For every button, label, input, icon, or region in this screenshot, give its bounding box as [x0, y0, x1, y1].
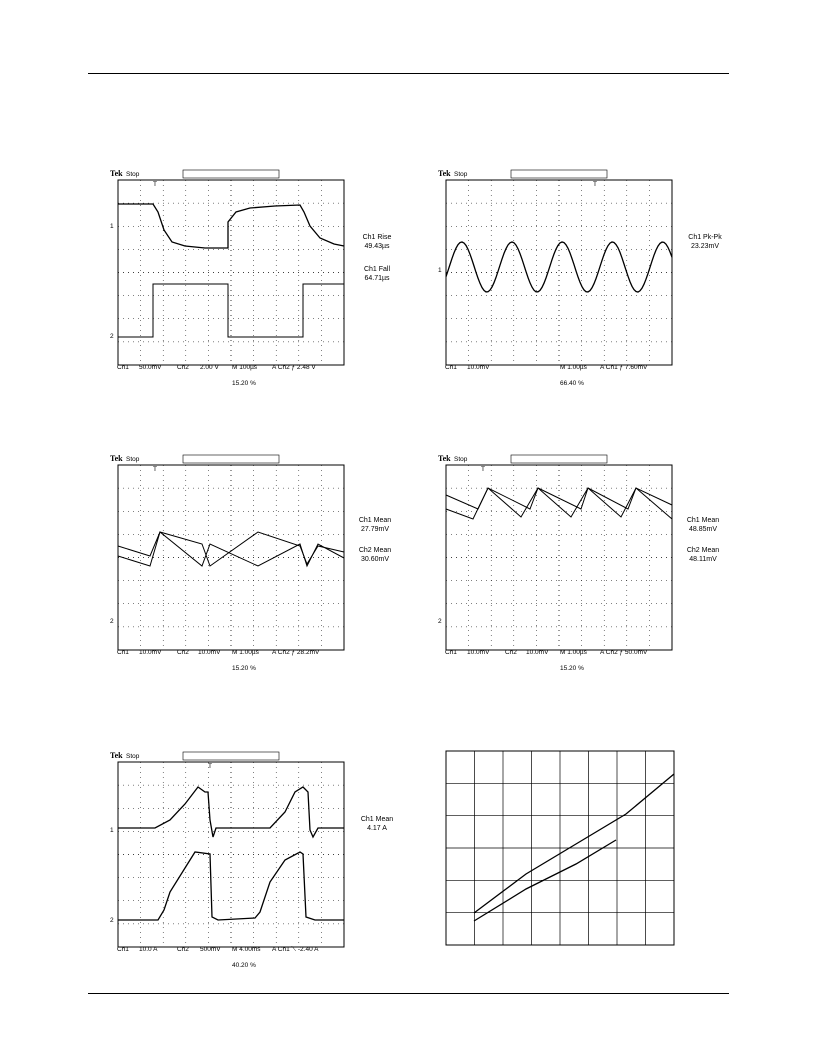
- trigger-marker: T: [593, 181, 597, 188]
- brand-label: Tek: [110, 751, 123, 760]
- state-label: Stop: [126, 753, 140, 760]
- trigger-position: 15.20 %: [560, 665, 584, 672]
- ch2-label: Ch2: [505, 649, 517, 656]
- record-window: [511, 455, 607, 463]
- ch2-label: Ch2: [177, 946, 189, 953]
- trigger-marker: T: [208, 763, 212, 770]
- graph-curve-1: [474, 774, 674, 913]
- channel-2-marker: 2: [438, 618, 442, 625]
- trigger-setting: A Ch1 ⟍ -2.40 A: [272, 946, 319, 953]
- top-rule: [88, 73, 729, 74]
- trigger-marker: T: [481, 466, 485, 473]
- measurement-value: 4.17 A: [367, 824, 387, 832]
- ch1-label: Ch1: [117, 946, 129, 953]
- scope-panel-3: [110, 445, 410, 677]
- ch2-scale: 10.0mV: [526, 649, 549, 656]
- trigger-setting: A Ch2 ƒ 50.0mV: [600, 649, 648, 656]
- measurement-label: Ch1 Mean: [358, 517, 392, 524]
- line-graph-svg: [446, 751, 676, 947]
- timebase: M 100µs: [232, 364, 258, 371]
- ch2-label: Ch2: [177, 649, 189, 656]
- channel-2-marker: 2: [110, 333, 114, 340]
- measurement-value: 30.60mV: [360, 555, 390, 563]
- ch1-label: Ch1: [445, 649, 457, 656]
- measurement-label: Ch2 Mean: [358, 547, 392, 554]
- timebase: M 1.00µs: [232, 649, 259, 656]
- measurement-label: Ch1 Rise: [362, 234, 392, 241]
- measurement-value: 23.23mV: [690, 242, 720, 250]
- brand-label: Tek: [110, 454, 123, 463]
- timebase: M 1.00µs: [560, 649, 587, 656]
- trigger-position: 15.20 %: [232, 380, 256, 387]
- measurement-1: [344, 234, 410, 251]
- measurement-2: [342, 547, 408, 564]
- brand-label: Tek: [438, 454, 451, 463]
- bottom-rule: [88, 993, 729, 994]
- measurement-label: Ch1 Pk-Pk: [688, 234, 722, 241]
- measurement-value: 64.71µs: [364, 274, 390, 282]
- channel-2-marker: 2: [110, 618, 114, 625]
- trigger-position: 40.20 %: [232, 962, 256, 969]
- channel-1-marker: 1: [110, 223, 114, 230]
- trigger-position: 66.40 %: [560, 380, 584, 387]
- line-graph: [446, 751, 676, 947]
- scope-2-svg: [438, 160, 738, 392]
- measurement-label: Ch1 Mean: [360, 816, 394, 823]
- measurement-1: [342, 517, 408, 534]
- measurement-2: [670, 547, 736, 564]
- ch2-label: Ch2: [177, 364, 189, 371]
- scope-panel-5: [110, 742, 410, 974]
- ch1-label: Ch1: [445, 364, 457, 371]
- scope-panel-2: [438, 160, 738, 392]
- state-label: Stop: [126, 171, 140, 178]
- ch2-scale: 10.0mV: [198, 649, 221, 656]
- measurement-label: Ch1 Fall: [363, 266, 391, 273]
- brand-label: Tek: [438, 169, 451, 178]
- record-window: [183, 752, 279, 760]
- channel-1-marker: 1: [110, 827, 114, 834]
- measurement-label: Ch2 Mean: [686, 547, 720, 554]
- ch2-scale: 500mV: [200, 946, 221, 953]
- ch1-scale: 10.0mV: [139, 649, 162, 656]
- graph-grid: [446, 751, 674, 945]
- measurement-value: 49.43µs: [364, 242, 390, 250]
- measurement-value: 48.11mV: [689, 555, 717, 563]
- measurement-1: [672, 234, 738, 251]
- measurement-1: [344, 816, 410, 833]
- channel-1-marker: 1: [438, 267, 442, 274]
- state-label: Stop: [454, 171, 468, 178]
- measurement-2: [344, 266, 410, 283]
- grid: [446, 465, 672, 650]
- measurement-1: [670, 517, 736, 534]
- scope-panel-1: [110, 160, 410, 392]
- state-label: Stop: [454, 456, 468, 463]
- scope-panel-4: [438, 445, 738, 677]
- ch1-scale: 50.0mV: [139, 364, 162, 371]
- trace-ch2: [446, 488, 672, 519]
- ch1-label: Ch1: [117, 649, 129, 656]
- trigger-position: 15.20 %: [232, 665, 256, 672]
- graticule: [118, 465, 344, 650]
- record-window: [511, 170, 607, 178]
- ch2-scale: 2.00 V: [200, 364, 219, 371]
- ch1-scale: 10.0mV: [467, 649, 490, 656]
- measurement-value: 48.85mV: [688, 525, 718, 533]
- trigger-marker: T: [153, 466, 157, 473]
- graticule: [446, 180, 672, 365]
- measurement-value: 27.79mV: [360, 525, 390, 533]
- grid: [118, 465, 344, 650]
- timebase: M 4.00ms: [232, 946, 261, 953]
- graticule: [446, 465, 672, 650]
- measurement-label: Ch1 Mean: [686, 517, 720, 524]
- ch1-scale: 10.0 A: [139, 946, 158, 953]
- trigger-setting: A Ch2 ƒ 2.48 V: [272, 364, 316, 371]
- ch1-label: Ch1: [117, 364, 129, 371]
- trace-ch1: [446, 242, 672, 292]
- channel-2-marker: 2: [110, 917, 114, 924]
- timebase: M 1.00µs: [560, 364, 587, 371]
- trigger-setting: A Ch2 ƒ 28.2mV: [272, 649, 320, 656]
- record-window: [183, 170, 279, 178]
- ch1-scale: 10.0mV: [467, 364, 490, 371]
- grid: [446, 180, 672, 365]
- state-label: Stop: [126, 456, 140, 463]
- trigger-setting: A Ch1 ƒ 7.60mV: [600, 364, 648, 371]
- trigger-marker: T: [153, 181, 157, 188]
- record-window: [183, 455, 279, 463]
- scope-5-svg: [110, 742, 410, 974]
- brand-label: Tek: [110, 169, 123, 178]
